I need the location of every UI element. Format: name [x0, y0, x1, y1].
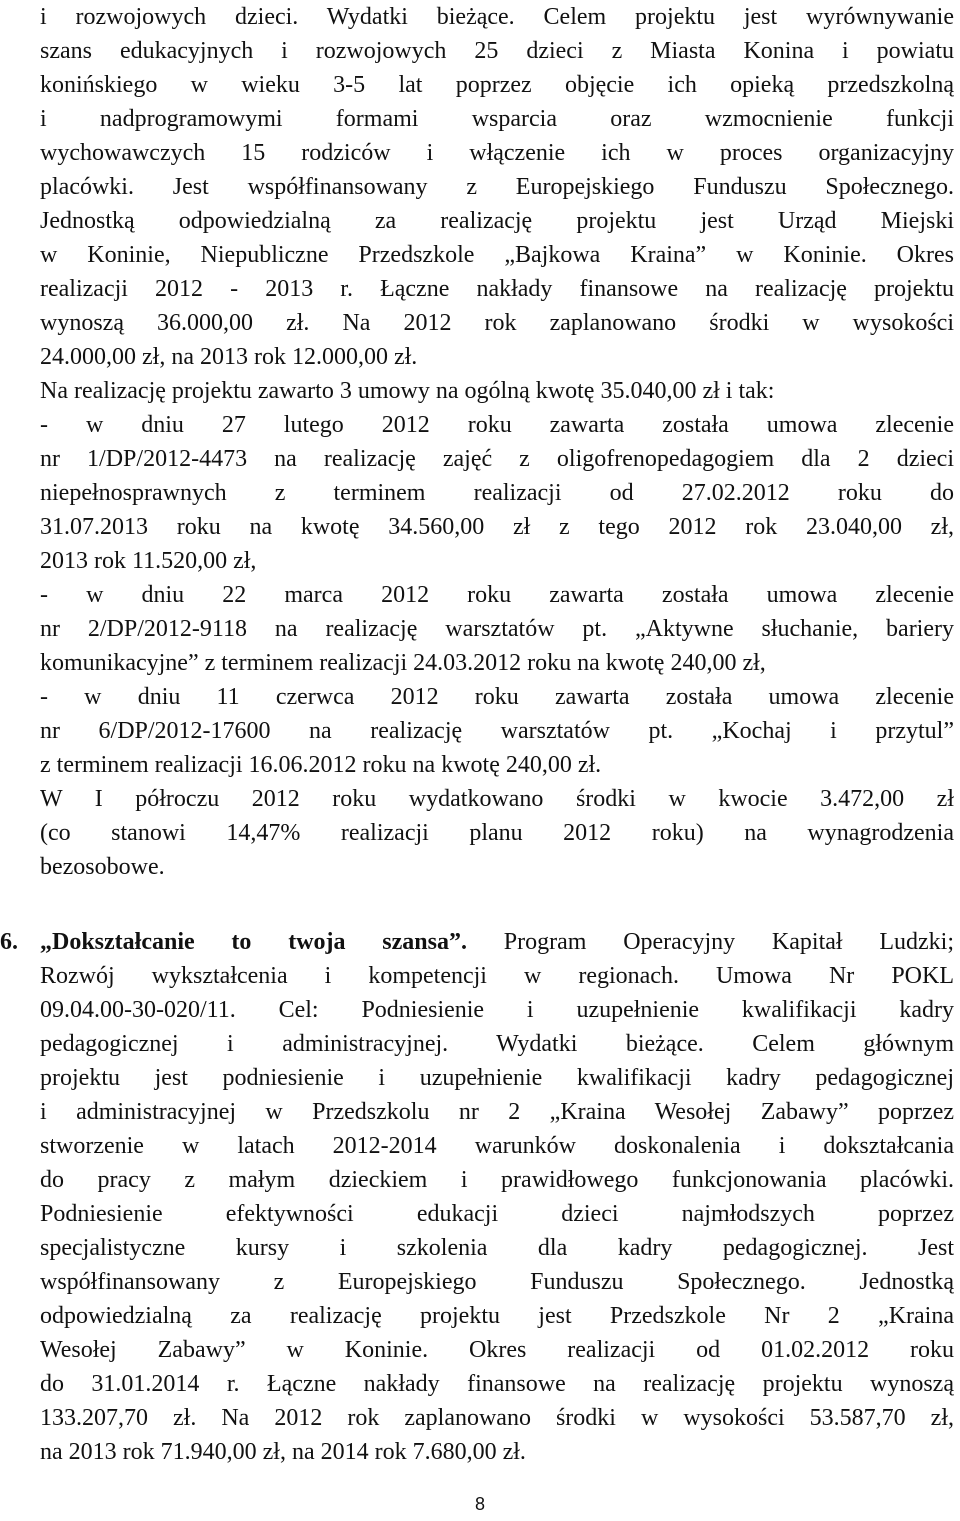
text-line: Wesołej Zabawy” w Koninie. Okres realizacji od 01.02.2012 roku	[40, 1337, 954, 1363]
paragraph-gap	[40, 884, 954, 925]
text-line: wychowawczych 15 rodziców i włączenie ich w proces organizacyjny	[40, 140, 954, 166]
text-line: 24.000,00 zł, na 2013 rok 12.000,00 zł.	[40, 344, 418, 370]
text-line: projektu jest podniesienie i uzupełnienie kwalifikacji kadry pedagogicznej	[40, 1065, 954, 1091]
text-line: Podniesienie efektywności edukacji dzieci najmłodszych poprzez	[40, 1201, 954, 1227]
text-line: komunikacyjne” z terminem realizacji 24.03.2012 roku na kwotę 240,00 zł,	[40, 650, 766, 676]
program-title: „Dokształcanie to twoja szansa”.	[40, 929, 467, 955]
text-line: placówki. Jest współfinansowany z Europejskiego Funduszu Społecznego.	[40, 174, 954, 200]
text-line: i administracyjnej w Przedszkolu nr 2 „Kraina Wesołej Zabawy” poprzez	[40, 1099, 954, 1125]
text-line: nr 2/DP/2012-9118 na realizację warsztatów pt. „Aktywne słuchanie, bariery	[40, 616, 954, 642]
list-item-number: 6.	[0, 929, 18, 955]
text-line: 2013 rok 11.520,00 zł,	[40, 548, 257, 574]
text-line: wynoszą 36.000,00 zł. Na 2012 rok zaplanowano środki w wysokości	[40, 310, 954, 336]
text-line: bezosobowe.	[40, 854, 165, 880]
text-line: w Koninie, Niepubliczne Przedszkole „Bajkowa Kraina” w Koninie. Okres	[40, 242, 954, 268]
text-line: - w dniu 22 marca 2012 roku zawarta została umowa zlecenie	[40, 582, 954, 608]
text-line: Na realizację projektu zawarto 3 umowy na ogólną kwotę 35.040,00 zł i tak:	[40, 378, 775, 404]
text-line: specjalistyczne kursy i szkolenia dla kadry pedagogicznej. Jest	[40, 1235, 954, 1261]
text-line: z terminem realizacji 16.06.2012 roku na kwotę 240,00 zł.	[40, 752, 602, 778]
text-line: odpowiedzialną za realizację projektu jest Przedszkole Nr 2 „Kraina	[40, 1303, 954, 1329]
text-line: 31.07.2013 roku na kwotę 34.560,00 zł z tego 2012 rok 23.040,00 zł,	[40, 514, 954, 540]
text-line: W I półroczu 2012 roku wydatkowano środki w kwocie 3.472,00 zł	[40, 786, 954, 812]
text-line: szans edukacyjnych i rozwojowych 25 dzieci z Miasta Konina i powiatu	[40, 38, 954, 64]
text-line: 09.04.00-30-020/11. Cel: Podniesienie i uzupełnienie kwalifikacji kadry	[40, 997, 954, 1023]
paragraph-contracts	[40, 374, 954, 884]
text-line: nr 6/DP/2012-17600 na realizację warsztatów pt. „Kochaj i przytul”	[40, 718, 954, 744]
text-line: - w dniu 11 czerwca 2012 roku zawarta została umowa zlecenie	[40, 684, 954, 710]
text-line: (co stanowi 14,47% realizacji planu 2012 roku) na wynagrodzenia	[40, 820, 954, 846]
text-line: niepełnosprawnych z terminem realizacji od 27.02.2012 roku do	[40, 480, 954, 506]
text-line: realizacji 2012 - 2013 r. Łączne nakłady finansowe na realizację projektu	[40, 276, 954, 302]
text-line: pedagogicznej i administracyjnej. Wydatki bieżące. Celem głównym	[40, 1031, 954, 1057]
text-line: Rozwój wykształcenia i kompetencji w regionach. Umowa Nr POKL	[40, 963, 954, 989]
text-line: - w dniu 27 lutego 2012 roku zawarta została umowa zlecenie	[40, 412, 954, 438]
program-title-rest: Program Operacyjny Kapitał Ludzki;	[466, 929, 954, 955]
text-line: 133.207,70 zł. Na 2012 rok zaplanowano środki w wysokości 53.587,70 zł,	[40, 1405, 954, 1431]
text-line: do 31.01.2014 r. Łączne nakłady finansowe na realizację projektu wynoszą	[40, 1371, 954, 1397]
list-item-first-line	[40, 925, 954, 959]
text-line: i rozwojowych dzieci. Wydatki bieżące. Celem projektu jest wyrównywanie	[40, 4, 954, 30]
text-line: i nadprogramowymi formami wsparcia oraz wzmocnienie funkcji	[40, 106, 954, 132]
text-line: stworzenie w latach 2012-2014 warunków doskonalenia i dokształcania	[40, 1133, 954, 1159]
text-line: nr 1/DP/2012-4473 na realizację zajęć z oligofrenopedagogiem dla 2 dzieci	[40, 446, 954, 472]
text-line: współfinansowany z Europejskiego Funduszu Społecznego. Jednostką	[40, 1269, 954, 1295]
text-line: konińskiego w wieku 3-5 lat poprzez objęcie ich opieką przedszkolną	[40, 72, 954, 98]
text-line: do pracy z małym dzieckiem i prawidłowego funkcjonowania placówki.	[40, 1167, 954, 1193]
text-line: Jednostką odpowiedzialną za realizację projektu jest Urząd Miejski	[40, 208, 954, 234]
list-item-6	[0, 925, 954, 1469]
text-line: na 2013 rok 71.940,00 zł, na 2014 rok 7.680,00 zł.	[40, 1439, 526, 1465]
page-number: 8	[474, 1494, 485, 1514]
paragraph-project-description	[40, 0, 954, 374]
